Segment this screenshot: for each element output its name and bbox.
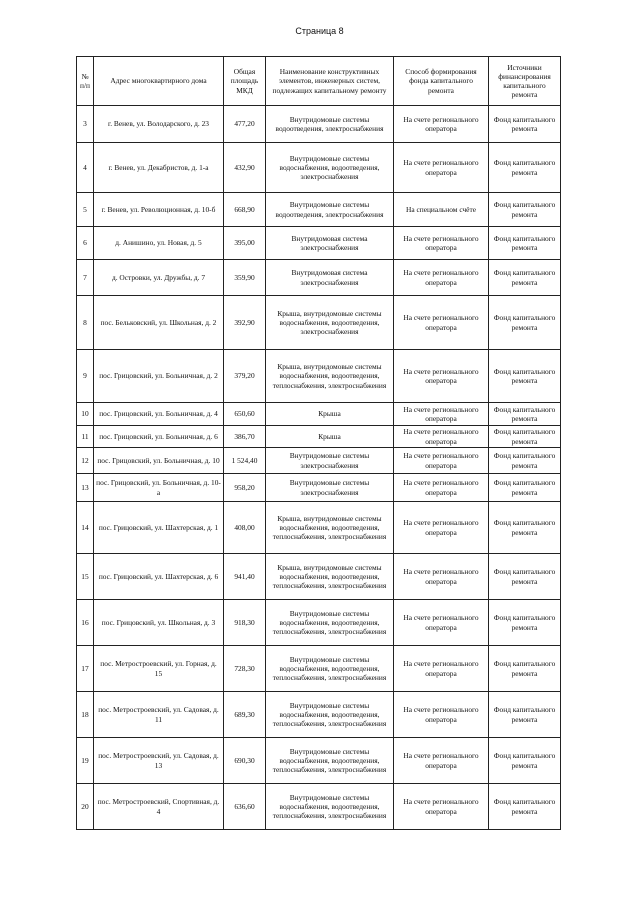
- area-cell: 1 524,40: [224, 448, 266, 474]
- area-cell: 359,90: [224, 260, 266, 296]
- source-cell: Фонд капитального ремонта: [489, 600, 561, 646]
- area-cell: 668,90: [224, 193, 266, 227]
- row-number: 8: [77, 296, 94, 350]
- row-number: 18: [77, 692, 94, 738]
- table-row: [77, 193, 561, 227]
- elements-cell: Внутридомовые системы водоснабжения, водоотведения, теплоснабжения, электроснабжения: [266, 646, 394, 692]
- method-cell: На счете регионального оператора: [394, 296, 489, 350]
- address-cell: пос. Грицовский, ул. Больничная, д. 6: [94, 426, 224, 448]
- header-elements: Наименование конструктивных элементов, инженерных систем, подлежащих капитальному ремонту: [266, 57, 394, 106]
- table-row: [77, 350, 561, 403]
- row-number: 9: [77, 350, 94, 403]
- elements-cell: Внутридомовые системы водоотведения, электроснабжения: [266, 106, 394, 143]
- address-cell: г. Венев, ул. Революционная, д. 10-б: [94, 193, 224, 227]
- method-cell: На счете регионального оператора: [394, 738, 489, 784]
- address-cell: г. Венев, ул. Декабристов, д. 1-а: [94, 143, 224, 193]
- row-number: 6: [77, 227, 94, 260]
- area-cell: 958,20: [224, 474, 266, 502]
- table-row: [77, 554, 561, 600]
- area-cell: 728,30: [224, 646, 266, 692]
- address-cell: пос. Метростроевский, Спортивная, д. 4: [94, 784, 224, 830]
- elements-cell: Крыша, внутридомовые системы водоснабжения, водоотведения, теплоснабжения, электроснабжения: [266, 502, 394, 554]
- address-cell: пос. Грицовский, ул. Шахтерская, д. 6: [94, 554, 224, 600]
- method-cell: На счете регионального оператора: [394, 554, 489, 600]
- source-cell: Фонд капитального ремонта: [489, 474, 561, 502]
- area-cell: 689,30: [224, 692, 266, 738]
- area-cell: 386,70: [224, 426, 266, 448]
- table-row: [77, 784, 561, 830]
- method-cell: На счете регионального оператора: [394, 260, 489, 296]
- elements-cell: Внутридомовая система электроснабжения: [266, 227, 394, 260]
- elements-cell: Внутридомовые системы водоснабжения, водоотведения, теплоснабжения, электроснабжения: [266, 600, 394, 646]
- method-cell: На счете регионального оператора: [394, 143, 489, 193]
- area-cell: 918,30: [224, 600, 266, 646]
- source-cell: Фонд капитального ремонта: [489, 106, 561, 143]
- method-cell: На счете регионального оператора: [394, 106, 489, 143]
- row-number: 20: [77, 784, 94, 830]
- table-row: [77, 260, 561, 296]
- source-cell: Фонд капитального ремонта: [489, 260, 561, 296]
- header-number: № п/п: [77, 57, 94, 106]
- source-cell: Фонд капитального ремонта: [489, 403, 561, 426]
- source-cell: Фонд капитального ремонта: [489, 738, 561, 784]
- row-number: 11: [77, 426, 94, 448]
- elements-cell: Внутридомовые системы водоснабжения, водоотведения, электроснабжения: [266, 143, 394, 193]
- source-cell: Фонд капитального ремонта: [489, 227, 561, 260]
- method-cell: На счете регионального оператора: [394, 426, 489, 448]
- row-number: 14: [77, 502, 94, 554]
- method-cell: На счете регионального оператора: [394, 350, 489, 403]
- table-row: [77, 474, 561, 502]
- source-cell: Фонд капитального ремонта: [489, 784, 561, 830]
- page-title: Страница 8: [295, 26, 344, 36]
- area-cell: 432,90: [224, 143, 266, 193]
- method-cell: На счете регионального оператора: [394, 227, 489, 260]
- method-cell: На счете регионального оператора: [394, 502, 489, 554]
- repair-table: [76, 56, 561, 830]
- address-cell: д. Анишино, ул. Новая, д. 5: [94, 227, 224, 260]
- row-number: 17: [77, 646, 94, 692]
- elements-cell: Внутридомовые системы электроснабжения: [266, 448, 394, 474]
- row-number: 12: [77, 448, 94, 474]
- address-cell: пос. Грицовский, ул. Школьная, д. 3: [94, 600, 224, 646]
- source-cell: Фонд капитального ремонта: [489, 143, 561, 193]
- row-number: 10: [77, 403, 94, 426]
- elements-cell: Внутридомовые системы водоотведения, электроснабжения: [266, 193, 394, 227]
- address-cell: пос. Грицовский, ул. Шахтерская, д. 1: [94, 502, 224, 554]
- address-cell: пос. Бельковский, ул. Школьная, д. 2: [94, 296, 224, 350]
- table-row: [77, 143, 561, 193]
- row-number: 4: [77, 143, 94, 193]
- method-cell: На счете регионального оператора: [394, 403, 489, 426]
- source-cell: Фонд капитального ремонта: [489, 646, 561, 692]
- table-row: [77, 600, 561, 646]
- table-row: [77, 448, 561, 474]
- address-cell: пос. Грицовский, ул. Больничная, д. 10: [94, 448, 224, 474]
- address-cell: д. Островки, ул. Дружбы, д. 7: [94, 260, 224, 296]
- table-row: [77, 296, 561, 350]
- table-row: [77, 738, 561, 784]
- source-cell: Фонд капитального ремонта: [489, 692, 561, 738]
- area-cell: 690,30: [224, 738, 266, 784]
- method-cell: На счете регионального оператора: [394, 600, 489, 646]
- elements-cell: Крыша, внутридомовые системы водоснабжения, водоотведения, теплоснабжения, электроснабжения: [266, 350, 394, 403]
- row-number: 7: [77, 260, 94, 296]
- table-row: [77, 502, 561, 554]
- area-cell: 941,40: [224, 554, 266, 600]
- address-cell: пос. Грицовский, ул. Больничная, д. 10-а: [94, 474, 224, 502]
- table-row: [77, 692, 561, 738]
- table-row: [77, 106, 561, 143]
- elements-cell: Внутридомовая система электроснабжения: [266, 260, 394, 296]
- header-address: Адрес многоквартирного дома: [94, 57, 224, 106]
- area-cell: 636,60: [224, 784, 266, 830]
- method-cell: На специальном счёте: [394, 193, 489, 227]
- source-cell: Фонд капитального ремонта: [489, 502, 561, 554]
- source-cell: Фонд капитального ремонта: [489, 554, 561, 600]
- table-header-row: [77, 57, 561, 106]
- method-cell: На счете регионального оператора: [394, 646, 489, 692]
- area-cell: 477,20: [224, 106, 266, 143]
- area-cell: 379,20: [224, 350, 266, 403]
- method-cell: На счете регионального оператора: [394, 692, 489, 738]
- method-cell: На счете регионального оператора: [394, 784, 489, 830]
- elements-cell: Крыша, внутридомовые системы водоснабжения, водоотведения, электроснабжения: [266, 296, 394, 350]
- header-source: Источники финансирования капитального ремонта: [489, 57, 561, 106]
- elements-cell: Внутридомовые системы водоснабжения, водоотведения, теплоснабжения, электроснабжения: [266, 784, 394, 830]
- row-number: 5: [77, 193, 94, 227]
- elements-cell: Внутридомовые системы электроснабжения: [266, 474, 394, 502]
- source-cell: Фонд капитального ремонта: [489, 448, 561, 474]
- area-cell: 395,00: [224, 227, 266, 260]
- source-cell: Фонд капитального ремонта: [489, 296, 561, 350]
- row-number: 19: [77, 738, 94, 784]
- elements-cell: Внутридомовые системы водоснабжения, водоотведения, теплоснабжения, электроснабжения: [266, 738, 394, 784]
- elements-cell: Крыша, внутридомовые системы водоснабжения, водоотведения, теплоснабжения, электроснабжения: [266, 554, 394, 600]
- table-body: [77, 106, 561, 830]
- source-cell: Фонд капитального ремонта: [489, 426, 561, 448]
- address-cell: г. Венев, ул. Володарского, д. 23: [94, 106, 224, 143]
- elements-cell: Крыша: [266, 403, 394, 426]
- row-number: 13: [77, 474, 94, 502]
- table-row: [77, 646, 561, 692]
- table-row: [77, 403, 561, 426]
- address-cell: пос. Грицовский, ул. Больничная, д. 4: [94, 403, 224, 426]
- table-row: [77, 426, 561, 448]
- area-cell: 650,60: [224, 403, 266, 426]
- header-method: Способ формирования фонда капитального ремонта: [394, 57, 489, 106]
- address-cell: пос. Метростроевский, ул. Горная, д. 15: [94, 646, 224, 692]
- row-number: 16: [77, 600, 94, 646]
- elements-cell: Крыша: [266, 426, 394, 448]
- address-cell: пос. Метростроевский, ул. Садовая, д. 11: [94, 692, 224, 738]
- area-cell: 392,90: [224, 296, 266, 350]
- row-number: 3: [77, 106, 94, 143]
- header-area: Общая площадь МКД: [224, 57, 266, 106]
- source-cell: Фонд капитального ремонта: [489, 350, 561, 403]
- method-cell: На счете регионального оператора: [394, 448, 489, 474]
- area-cell: 408,00: [224, 502, 266, 554]
- row-number: 15: [77, 554, 94, 600]
- table-row: [77, 227, 561, 260]
- elements-cell: Внутридомовые системы водоснабжения, водоотведения, теплоснабжения, электроснабжения: [266, 692, 394, 738]
- address-cell: пос. Метростроевский, ул. Садовая, д. 13: [94, 738, 224, 784]
- address-cell: пос. Грицовский, ул. Больничная, д. 2: [94, 350, 224, 403]
- method-cell: На счете регионального оператора: [394, 474, 489, 502]
- source-cell: Фонд капитального ремонта: [489, 193, 561, 227]
